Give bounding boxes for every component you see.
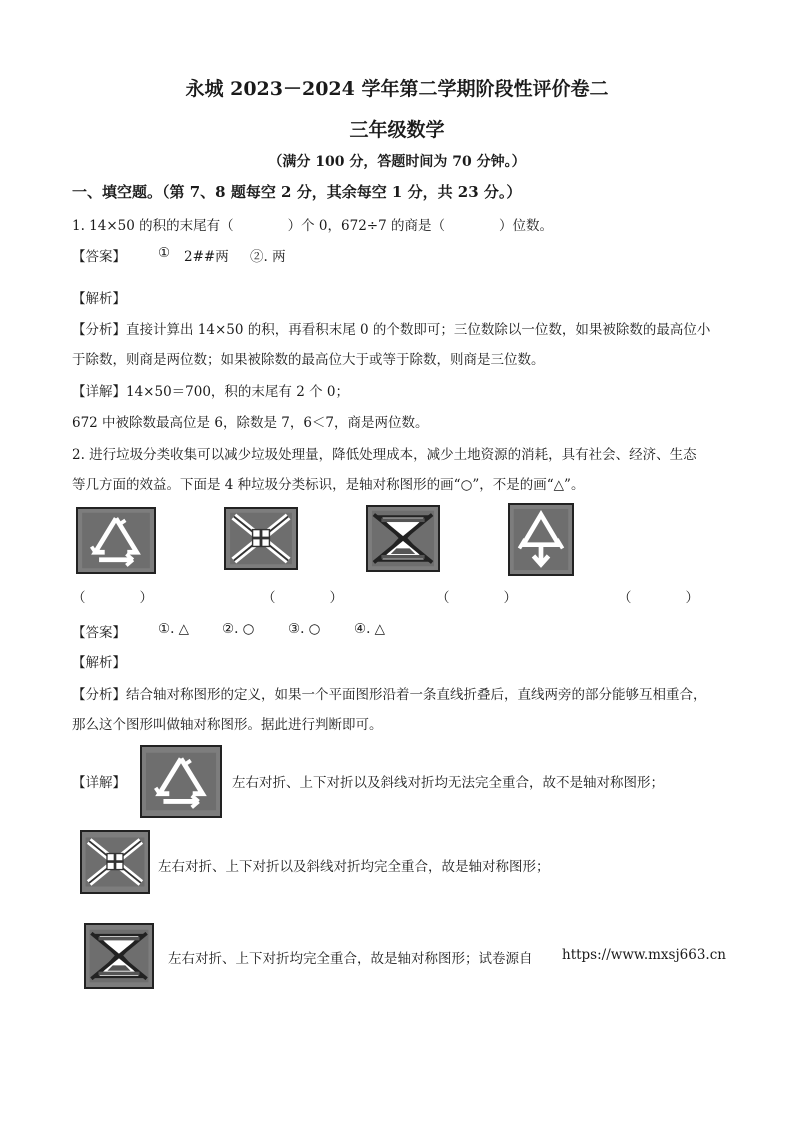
- exam-title: 永城 2023－2024 学年第二学期阶段性评价卷二: [185, 78, 609, 100]
- fenxi-tag: 【分析】: [72, 322, 126, 338]
- q2-answer-3: ③. ○: [288, 621, 321, 637]
- fenxi-text: 直接计算出 14×50 的积，再看积末尾 0 的个数即可；三位数除以一位数，如果被除数的最高位小: [126, 322, 711, 338]
- answer-tag: 【答案】: [72, 249, 126, 265]
- exam-subtitle: 三年级数学: [349, 119, 445, 141]
- q2-blank-3: （ ）: [436, 590, 517, 606]
- q2-answer-1: ①. △: [158, 621, 190, 637]
- hourglass-sign-icon: [84, 923, 154, 989]
- fenxi-tag: 【分析】: [72, 687, 126, 703]
- q1-answer-1-num: ①: [158, 245, 171, 261]
- q2-answer-2: ②. ○: [222, 621, 255, 637]
- detail-text: 14×50＝700，积的末尾有 2 个 0；: [126, 384, 349, 400]
- q1-question: 1. 14×50 的积的末尾有（ ）个 0，672÷7 的商是（ ）位数。: [72, 218, 553, 234]
- recycle-sign-icon: [76, 507, 156, 574]
- detail-tag: 【详解】: [72, 384, 126, 400]
- exam-note: （满分 100 分，答题时间为 70 分钟。）: [268, 154, 526, 170]
- q1-answer-2: ②. 两: [250, 249, 286, 265]
- q2-analysis-tag: 【解析】: [72, 655, 126, 671]
- recycle-sign-icon: [140, 745, 222, 818]
- hourglass-sign-icon: [366, 505, 440, 572]
- q2-blank-1: （ ）: [72, 590, 153, 606]
- q1-detail-line2: 672 中被除数最高位是 6，除数是 7，6＜7，商是两位数。: [72, 415, 429, 431]
- q2-blank-4: （ ）: [618, 590, 699, 606]
- q1-detail-line1: [72, 380, 349, 400]
- q2-detail-b: 左右对折、上下对折以及斜线对折均完全重合，故是轴对称图形；: [158, 859, 550, 875]
- q1-answer-row: [72, 245, 126, 265]
- q1-answer-1: 2##两: [184, 249, 229, 265]
- q1-fenxi-line2: 于除数，则商是两位数；如果被除数的最高位大于或等于除数，则商是三位数。: [72, 352, 545, 368]
- q2-detail-tag: 【详解】: [72, 775, 126, 791]
- section-heading: 一、填空题。（第 7、8 题每空 2 分，其余每空 1 分，共 23 分。）: [72, 183, 522, 201]
- q1-fenxi-line1: [72, 318, 710, 338]
- q2-fenxi-line1: [72, 683, 707, 703]
- arrow-triangle-sign-icon: [508, 503, 574, 576]
- q2-answer-4: ④. △: [354, 621, 386, 637]
- q2-detail-a: 左右对折、上下对折以及斜线对折均无法完全重合，故不是轴对称图形；: [232, 775, 664, 791]
- fenxi-text: 结合轴对称图形的定义，如果一个平面图形沿着一条直线折叠后，直线两旁的部分能够互相重合，: [126, 687, 707, 703]
- q2-question-line2: 等几方面的效益。下面是 4 种垃圾分类标识，是轴对称图形的画“○”，不是的画“△”。: [72, 477, 585, 493]
- x-cross-sign-icon: [224, 507, 298, 570]
- q2-question-line1: 2. 进行垃圾分类收集可以减少垃圾处理量，降低处理成本，减少土地资源的消耗，具有社会、经济、生态: [72, 447, 697, 463]
- q2-answer-tag: 【答案】: [72, 625, 126, 641]
- q2-fenxi-line2: 那么这个图形叫做轴对称图形。据此进行判断即可。: [72, 717, 383, 733]
- q2-detail-c: 左右对折、上下对折均完全重合，故是轴对称图形；试卷源自: [168, 951, 533, 967]
- x-cross-sign-icon: [80, 830, 150, 894]
- q1-analysis-tag: 【解析】: [72, 291, 126, 307]
- source-url-link[interactable]: https://www.mxsj663.cn: [562, 947, 726, 963]
- q2-blank-2: （ ）: [262, 590, 343, 606]
